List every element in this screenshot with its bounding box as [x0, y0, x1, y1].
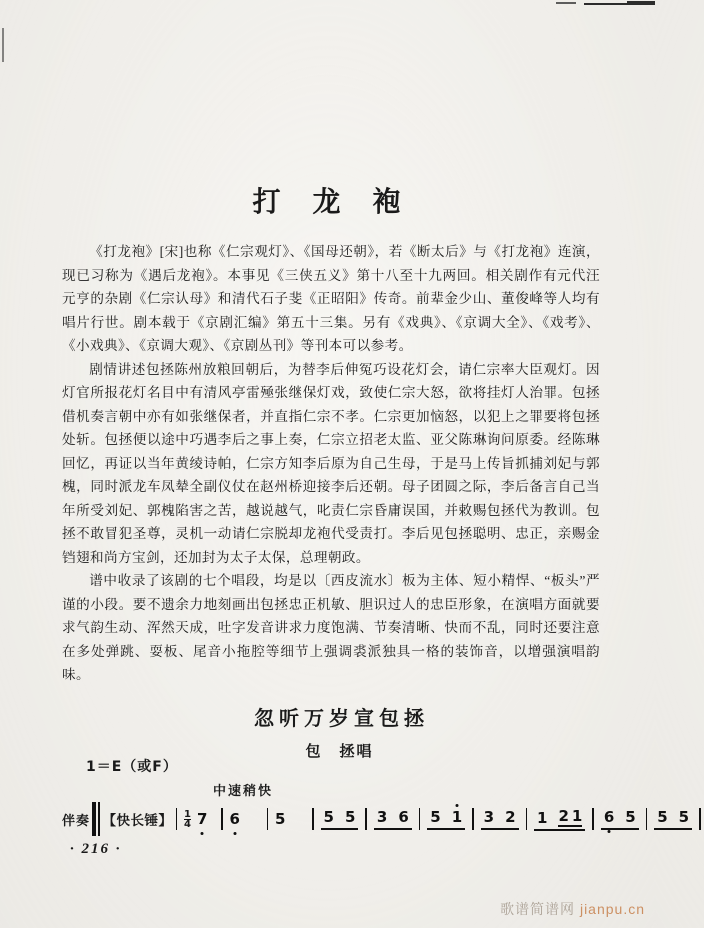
song-title: 忽听万岁宣包拯 [254, 708, 429, 730]
measure [530, 808, 589, 831]
jianpu-note: 1 [571, 806, 583, 825]
jianpu-note: 7 [197, 811, 207, 828]
jianpu-note: 6 [604, 809, 614, 826]
scan-artifact-edge [2, 28, 4, 62]
time-signature: $\frac{1}{4}$ [184, 808, 191, 830]
measures [173, 808, 704, 831]
percussion-pattern-label: 【快长锤】 [102, 813, 173, 828]
scan-artifact-line [556, 2, 576, 4]
jianpu-note: 5 [344, 807, 356, 826]
singer-label: 包 拯唱 [305, 744, 374, 760]
watermark-site-url: jianpu.cn [579, 901, 645, 917]
barline [419, 808, 421, 830]
barline [472, 808, 474, 830]
measure [180, 810, 218, 829]
barline [592, 808, 594, 830]
measure [271, 811, 309, 828]
jianpu-note: 5 [625, 807, 636, 826]
barline [646, 808, 648, 830]
jianpu-note: 1 [537, 808, 548, 827]
jianpu-note: 3 [376, 807, 388, 826]
plot-paragraph: 剧情讲述包拯陈州放粮回朝后，为替李后伸冤巧设花灯会，请仁宗率大臣观灯。因灯官所报花灯名目中有清风亭雷殛张继保灯戏，致使仁宗大怒，欲将挂灯人治罪。包拯借机奏言朝中亦有如张继保者，并直指仁宗不孝。仁宗更加恼怒，以犯上之罪要将包拯处斩。包拯便以途中巧遇李后之事上奏，仁宗立招老太监、亚父陈琳询问原委。经陈琳回忆，再证以当年黄绫诗帕，仁宗方知李后原为自己生母，于是马上传旨抓捕刘妃与郭槐，同时派龙车凤辇全副仪仗在赵州桥迎接李后还朝。母子团圆之际，李后备言自己当年所受刘妃、郭槐陷害之苦，越说越气，叱责仁宗昏庸误国，并敕赐包拯代为教训。包拯不敢冒犯圣尊，灵机一动请仁宗脱却龙袍代受责打。李后见包拯聪明、忠正，亲赐金铛翅和尚方宝剑，还加封为太子太保，总理朝政。 [62, 361, 600, 565]
barline [221, 808, 223, 830]
page-number: · 216 · [70, 841, 122, 857]
jianpu-note: 5 [323, 807, 334, 826]
measure [477, 809, 523, 830]
intro-paragraph: 《打龙袍》[宋]也称《仁宗观灯》、《国母还朝》，若《断太后》与《打龙袍》连演，现已习称为《遇后龙袍》。本事见《三侠五义》第十八至十九两回。相关剧作有元代汪元亨的杂剧《仁宗认母》和清代石子斐《正昭阳》传奇。前辈金少山、董俊峰等人均有唱片行世。剧本载于《京剧汇编》第五十三集。另有《戏典》、《京调大全》、《戏考》、《小戏典》、《京调大观》、《京剧丛刊》等刊本可以参考。 [62, 244, 600, 353]
measure [423, 809, 469, 830]
jianpu-note: 1 [452, 809, 462, 826]
jianpu-note: 6 [398, 807, 409, 826]
measure [370, 809, 416, 830]
scan-artifact-line [627, 1, 655, 5]
barline [176, 808, 178, 830]
article-body [62, 240, 600, 687]
measure [226, 811, 264, 828]
page-title: 打 龙 袍 [252, 185, 403, 218]
jianpu-note: 6 [230, 811, 240, 828]
commentary-paragraph: 谱中收录了该剧的七个唱段，均是以〔西皮流水〕板为主体、短小精悍、“板头”严谨的小段。要不遗余力地刻画出包拯忠正机敏、胆识过人的忠臣形象，在演唱方面就要求气韵生动、浑然天成，吐字发音讲求力度饱满、节奏清晰、快而不乱，同时还要注意在多处弹跳、耍板、尾音小拖腔等细节上强调裘派独具一格的装饰音，以增强演唱韵味。 [62, 573, 600, 682]
accompaniment-label: 伴奏 [62, 812, 91, 828]
measure [317, 809, 363, 830]
barline [365, 808, 367, 830]
barline [526, 808, 528, 830]
jianpu-note: 2 [505, 807, 516, 826]
measure [597, 809, 643, 830]
watermark-site-name: 歌谱简谱网 [500, 901, 576, 917]
jianpu-note: 3 [483, 807, 495, 826]
notation-line [62, 799, 690, 839]
watermark [500, 899, 645, 919]
barline [267, 808, 269, 830]
measure [650, 809, 696, 830]
barline [312, 808, 314, 830]
jianpu-note: 2 [558, 806, 569, 825]
key-signature: 1＝E（或F） [86, 759, 178, 775]
tempo-marking: 中速稍快 [213, 783, 274, 798]
jianpu-note: 5 [275, 809, 286, 828]
jianpu-note: 5 [657, 807, 668, 826]
jianpu-note: 5 [430, 807, 441, 826]
jianpu-note: 5 [678, 807, 690, 826]
double-barline-icon [92, 802, 100, 836]
barline [699, 808, 701, 830]
